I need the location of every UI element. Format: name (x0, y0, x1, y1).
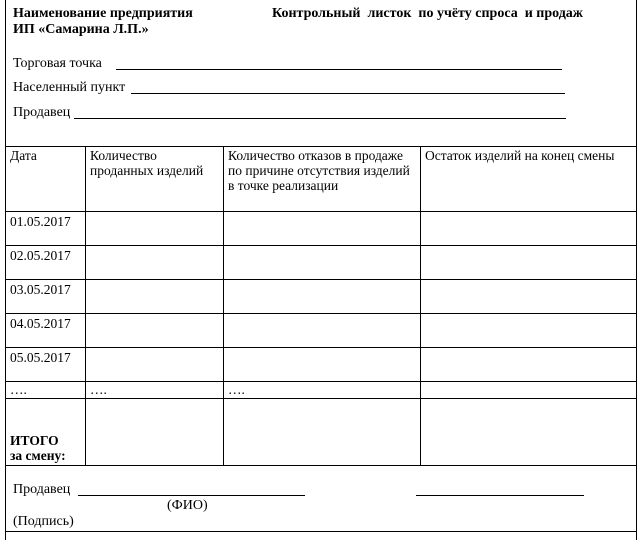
ellipsis-cell: …. (6, 382, 86, 399)
refusals-cell[interactable] (224, 212, 421, 246)
signature-caption: (Подпись) (13, 514, 74, 529)
date-cell: 04.05.2017 (6, 314, 86, 348)
column-header-sold: Количество проданных изделий (86, 147, 224, 212)
date-cell: 01.05.2017 (6, 212, 86, 246)
fio-line[interactable] (78, 495, 305, 496)
ellipsis-cell: …. (224, 382, 421, 399)
org-name: ИП «Самарина Л.П.» (13, 22, 149, 37)
trade-point-line[interactable] (116, 69, 562, 70)
total-row (6, 399, 637, 466)
ellipsis-cell: …. (86, 382, 224, 399)
refusals-cell[interactable] (224, 246, 421, 280)
settlement-label: Населенный пункт (13, 80, 126, 95)
table-header-row (6, 147, 637, 212)
sales-table (5, 146, 637, 466)
table-row (6, 212, 637, 246)
document-title: Контрольный листок по учёту спроса и продаж (272, 6, 583, 21)
ellipsis-cell (421, 382, 637, 399)
table-row (6, 246, 637, 280)
total-label: ИТОГО (10, 433, 59, 448)
remainder-cell[interactable] (421, 212, 637, 246)
table-row (6, 348, 637, 382)
ellipsis-row (6, 382, 637, 399)
sold-cell[interactable] (86, 246, 224, 280)
total-remainder-cell[interactable] (421, 399, 637, 466)
remainder-cell[interactable] (421, 314, 637, 348)
bottom-border (5, 531, 636, 532)
sold-cell[interactable] (86, 314, 224, 348)
sold-cell[interactable] (86, 280, 224, 314)
settlement-line[interactable] (131, 93, 565, 94)
total-sold-cell[interactable] (86, 399, 224, 466)
remainder-cell[interactable] (421, 348, 637, 382)
fio-caption: (ФИО) (167, 498, 208, 513)
column-header-refusals: Количество отказов в продаже по причине отсутствия изделий в точке реализации (224, 147, 421, 212)
table-row (6, 314, 637, 348)
seller-label: Продавец (13, 105, 71, 120)
trade-point-label: Торговая точка (13, 56, 102, 71)
sold-cell[interactable] (86, 212, 224, 246)
remainder-cell[interactable] (421, 280, 637, 314)
total-label-shift: за смену: (10, 448, 66, 463)
table-row (6, 280, 637, 314)
total-label-cell (6, 399, 86, 466)
signature-line[interactable] (416, 495, 584, 496)
column-header-remainder: Остаток изделий на конец смены (421, 147, 637, 212)
org-label: Наименование предприятия (13, 6, 193, 21)
refusals-cell[interactable] (224, 314, 421, 348)
date-cell: 03.05.2017 (6, 280, 86, 314)
footer-seller-label: Продавец (13, 482, 71, 497)
date-cell: 05.05.2017 (6, 348, 86, 382)
remainder-cell[interactable] (421, 246, 637, 280)
total-refusals-cell[interactable] (224, 399, 421, 466)
column-header-date: Дата (6, 147, 86, 212)
refusals-cell[interactable] (224, 280, 421, 314)
refusals-cell[interactable] (224, 348, 421, 382)
date-cell: 02.05.2017 (6, 246, 86, 280)
seller-line[interactable] (74, 118, 566, 119)
sold-cell[interactable] (86, 348, 224, 382)
